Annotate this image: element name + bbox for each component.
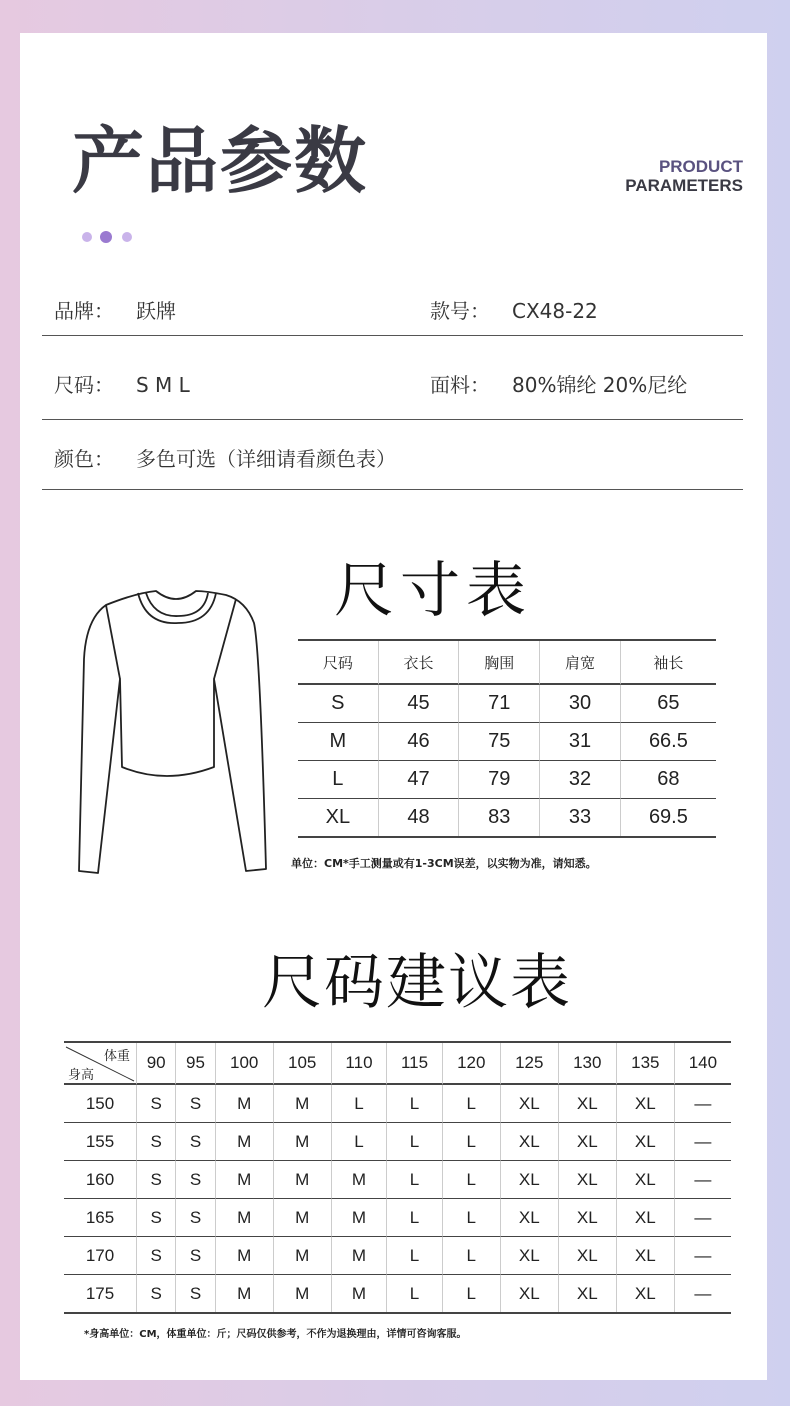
table-cell: M <box>298 723 379 761</box>
size-cell: M <box>332 1237 388 1275</box>
size-cell: M <box>332 1161 388 1199</box>
size-chart-header-row <box>298 641 716 685</box>
header-cell: 肩宽 <box>540 641 621 685</box>
table-row <box>64 1161 731 1199</box>
height-cell: 165 <box>64 1199 137 1237</box>
weight-header: 110 <box>332 1043 388 1085</box>
table-cell: 45 <box>379 685 460 723</box>
fabric-value: 80%锦纶 20%尼纶 <box>512 373 688 397</box>
weight-axis-label: 体重 <box>103 1048 130 1063</box>
size-cell: — <box>675 1237 731 1275</box>
recommendation-title: 尺码建议表 <box>262 948 572 1018</box>
corner-cell <box>64 1043 137 1085</box>
size-cell: M <box>274 1275 332 1312</box>
size-cell: S <box>137 1085 176 1123</box>
table-cell: 83 <box>459 799 540 836</box>
table-row <box>298 761 716 799</box>
size-cell: L <box>332 1123 388 1161</box>
info-row-brand <box>42 295 743 336</box>
fabric-item <box>430 369 687 398</box>
page-subtitle-en <box>625 157 743 195</box>
table-cell: 68 <box>621 761 716 799</box>
brand-item <box>54 295 176 324</box>
brand-value: 跃牌 <box>136 299 176 323</box>
size-cell: L <box>332 1085 388 1123</box>
table-cell: 31 <box>540 723 621 761</box>
weight-header: 135 <box>617 1043 675 1085</box>
subtitle-line-1: PRODUCT <box>658 157 743 176</box>
weight-header: 100 <box>216 1043 274 1085</box>
size-cell: XL <box>501 1275 559 1312</box>
size-cell: XL <box>559 1199 617 1237</box>
size-cell: M <box>216 1161 274 1199</box>
weight-header: 140 <box>675 1043 731 1085</box>
size-cell: M <box>216 1085 274 1123</box>
table-row <box>298 685 716 723</box>
size-cell: M <box>332 1199 388 1237</box>
weight-header: 120 <box>443 1043 501 1085</box>
fabric-label: 面料： <box>430 373 490 397</box>
size-cell: M <box>332 1275 388 1312</box>
style-label: 款号： <box>430 299 490 323</box>
shirt-illustration <box>76 589 276 879</box>
size-chart-table <box>298 639 716 838</box>
size-value: S M L <box>136 373 190 397</box>
corner-header <box>64 1043 136 1083</box>
height-cell: 155 <box>64 1123 137 1161</box>
table-row <box>298 799 716 836</box>
size-cell: S <box>176 1085 215 1123</box>
height-cell: 150 <box>64 1085 137 1123</box>
size-cell: M <box>274 1161 332 1199</box>
size-label: 尺码： <box>54 373 114 397</box>
table-cell: 79 <box>459 761 540 799</box>
weight-header: 115 <box>387 1043 443 1085</box>
weight-header: 95 <box>176 1043 215 1085</box>
size-cell: M <box>216 1237 274 1275</box>
size-cell: L <box>443 1237 501 1275</box>
brand-label: 品牌： <box>54 299 114 323</box>
size-cell: S <box>176 1123 215 1161</box>
height-cell: 175 <box>64 1275 137 1312</box>
size-cell: — <box>675 1085 731 1123</box>
size-cell: XL <box>617 1199 675 1237</box>
style-value: CX48-22 <box>512 299 598 323</box>
size-cell: S <box>176 1237 215 1275</box>
size-cell: L <box>443 1161 501 1199</box>
content-card <box>20 33 767 1380</box>
table-cell: 46 <box>379 723 460 761</box>
size-cell: M <box>216 1275 274 1312</box>
size-cell: XL <box>501 1085 559 1123</box>
size-cell: S <box>176 1161 215 1199</box>
table-cell: L <box>298 761 379 799</box>
size-cell: S <box>137 1237 176 1275</box>
dot-icon <box>82 232 92 242</box>
table-cell: XL <box>298 799 379 836</box>
color-label: 颜色： <box>54 447 114 471</box>
dot-icon <box>122 232 132 242</box>
size-cell: XL <box>559 1161 617 1199</box>
table-row <box>298 723 716 761</box>
table-cell: 65 <box>621 685 716 723</box>
table-row <box>64 1123 731 1161</box>
weight-header: 130 <box>559 1043 617 1085</box>
size-cell: L <box>443 1275 501 1312</box>
table-cell: 71 <box>459 685 540 723</box>
size-cell: S <box>176 1199 215 1237</box>
size-cell: M <box>274 1123 332 1161</box>
size-cell: M <box>216 1199 274 1237</box>
weight-header: 90 <box>137 1043 176 1085</box>
size-cell: L <box>387 1161 443 1199</box>
table-cell: 33 <box>540 799 621 836</box>
header-cell: 衣长 <box>379 641 460 685</box>
color-value: 多色可选（详细请看颜色表） <box>136 447 396 471</box>
table-cell: 66.5 <box>621 723 716 761</box>
table-row <box>64 1085 731 1123</box>
size-cell: S <box>176 1275 215 1312</box>
size-cell: L <box>443 1199 501 1237</box>
size-cell: XL <box>617 1085 675 1123</box>
weight-header: 125 <box>501 1043 559 1085</box>
recommendation-table <box>64 1041 731 1314</box>
table-cell: S <box>298 685 379 723</box>
size-cell: M <box>274 1199 332 1237</box>
size-cell: M <box>274 1085 332 1123</box>
size-cell: XL <box>559 1085 617 1123</box>
size-cell: S <box>137 1199 176 1237</box>
size-cell: — <box>675 1199 731 1237</box>
subtitle-line-2: PARAMETERS <box>625 176 743 195</box>
size-cell: S <box>137 1123 176 1161</box>
color-item <box>54 443 396 472</box>
size-cell: XL <box>559 1237 617 1275</box>
size-cell: L <box>387 1237 443 1275</box>
table-cell: 30 <box>540 685 621 723</box>
table-row <box>64 1275 731 1312</box>
header-cell: 尺码 <box>298 641 379 685</box>
size-cell: L <box>443 1123 501 1161</box>
table-cell: 47 <box>379 761 460 799</box>
table-row <box>64 1199 731 1237</box>
table-cell: 48 <box>379 799 460 836</box>
size-cell: XL <box>501 1199 559 1237</box>
table-row <box>64 1237 731 1275</box>
size-cell: XL <box>501 1161 559 1199</box>
size-cell: XL <box>617 1275 675 1312</box>
size-cell: XL <box>617 1237 675 1275</box>
size-cell: XL <box>559 1275 617 1312</box>
size-cell: L <box>387 1275 443 1312</box>
size-cell: XL <box>617 1161 675 1199</box>
size-cell: S <box>137 1275 176 1312</box>
info-row-color <box>42 443 743 490</box>
size-chart-note: 单位：CM*手工测量或有1-3CM误差，以实物为准，请知悉。 <box>291 857 597 870</box>
size-cell: XL <box>617 1123 675 1161</box>
size-cell: M <box>216 1123 274 1161</box>
size-cell: L <box>387 1199 443 1237</box>
size-cell: XL <box>559 1123 617 1161</box>
dot-icon <box>100 231 112 243</box>
size-item <box>54 369 190 398</box>
height-cell: 160 <box>64 1161 137 1199</box>
size-cell: L <box>387 1123 443 1161</box>
header-cell: 胸围 <box>459 641 540 685</box>
recommendation-header-row <box>64 1043 731 1085</box>
size-cell: S <box>137 1161 176 1199</box>
size-cell: M <box>274 1237 332 1275</box>
size-cell: — <box>675 1161 731 1199</box>
table-cell: 75 <box>459 723 540 761</box>
page-title: 产品参数 <box>72 119 369 203</box>
info-row-size <box>42 369 743 420</box>
recommendation-note: *身高单位：CM，体重单位：斤；尺码仅供参考，不作为退换理由，详情可咨询客服。 <box>84 1329 467 1340</box>
size-cell: — <box>694 1283 712 1303</box>
height-axis-label: 身高 <box>68 1067 95 1082</box>
size-cell: XL <box>501 1123 559 1161</box>
size-cell: — <box>675 1123 731 1161</box>
size-cell: XL <box>501 1237 559 1275</box>
size-cell: L <box>443 1085 501 1123</box>
size-cell: L <box>387 1085 443 1123</box>
table-cell: 69.5 <box>648 806 688 828</box>
size-chart-title: 尺寸表 <box>334 556 532 626</box>
height-cell: 170 <box>64 1237 137 1275</box>
table-cell: 32 <box>540 761 621 799</box>
header-cell: 袖长 <box>621 641 716 685</box>
weight-header: 105 <box>274 1043 332 1085</box>
style-item <box>430 295 598 324</box>
